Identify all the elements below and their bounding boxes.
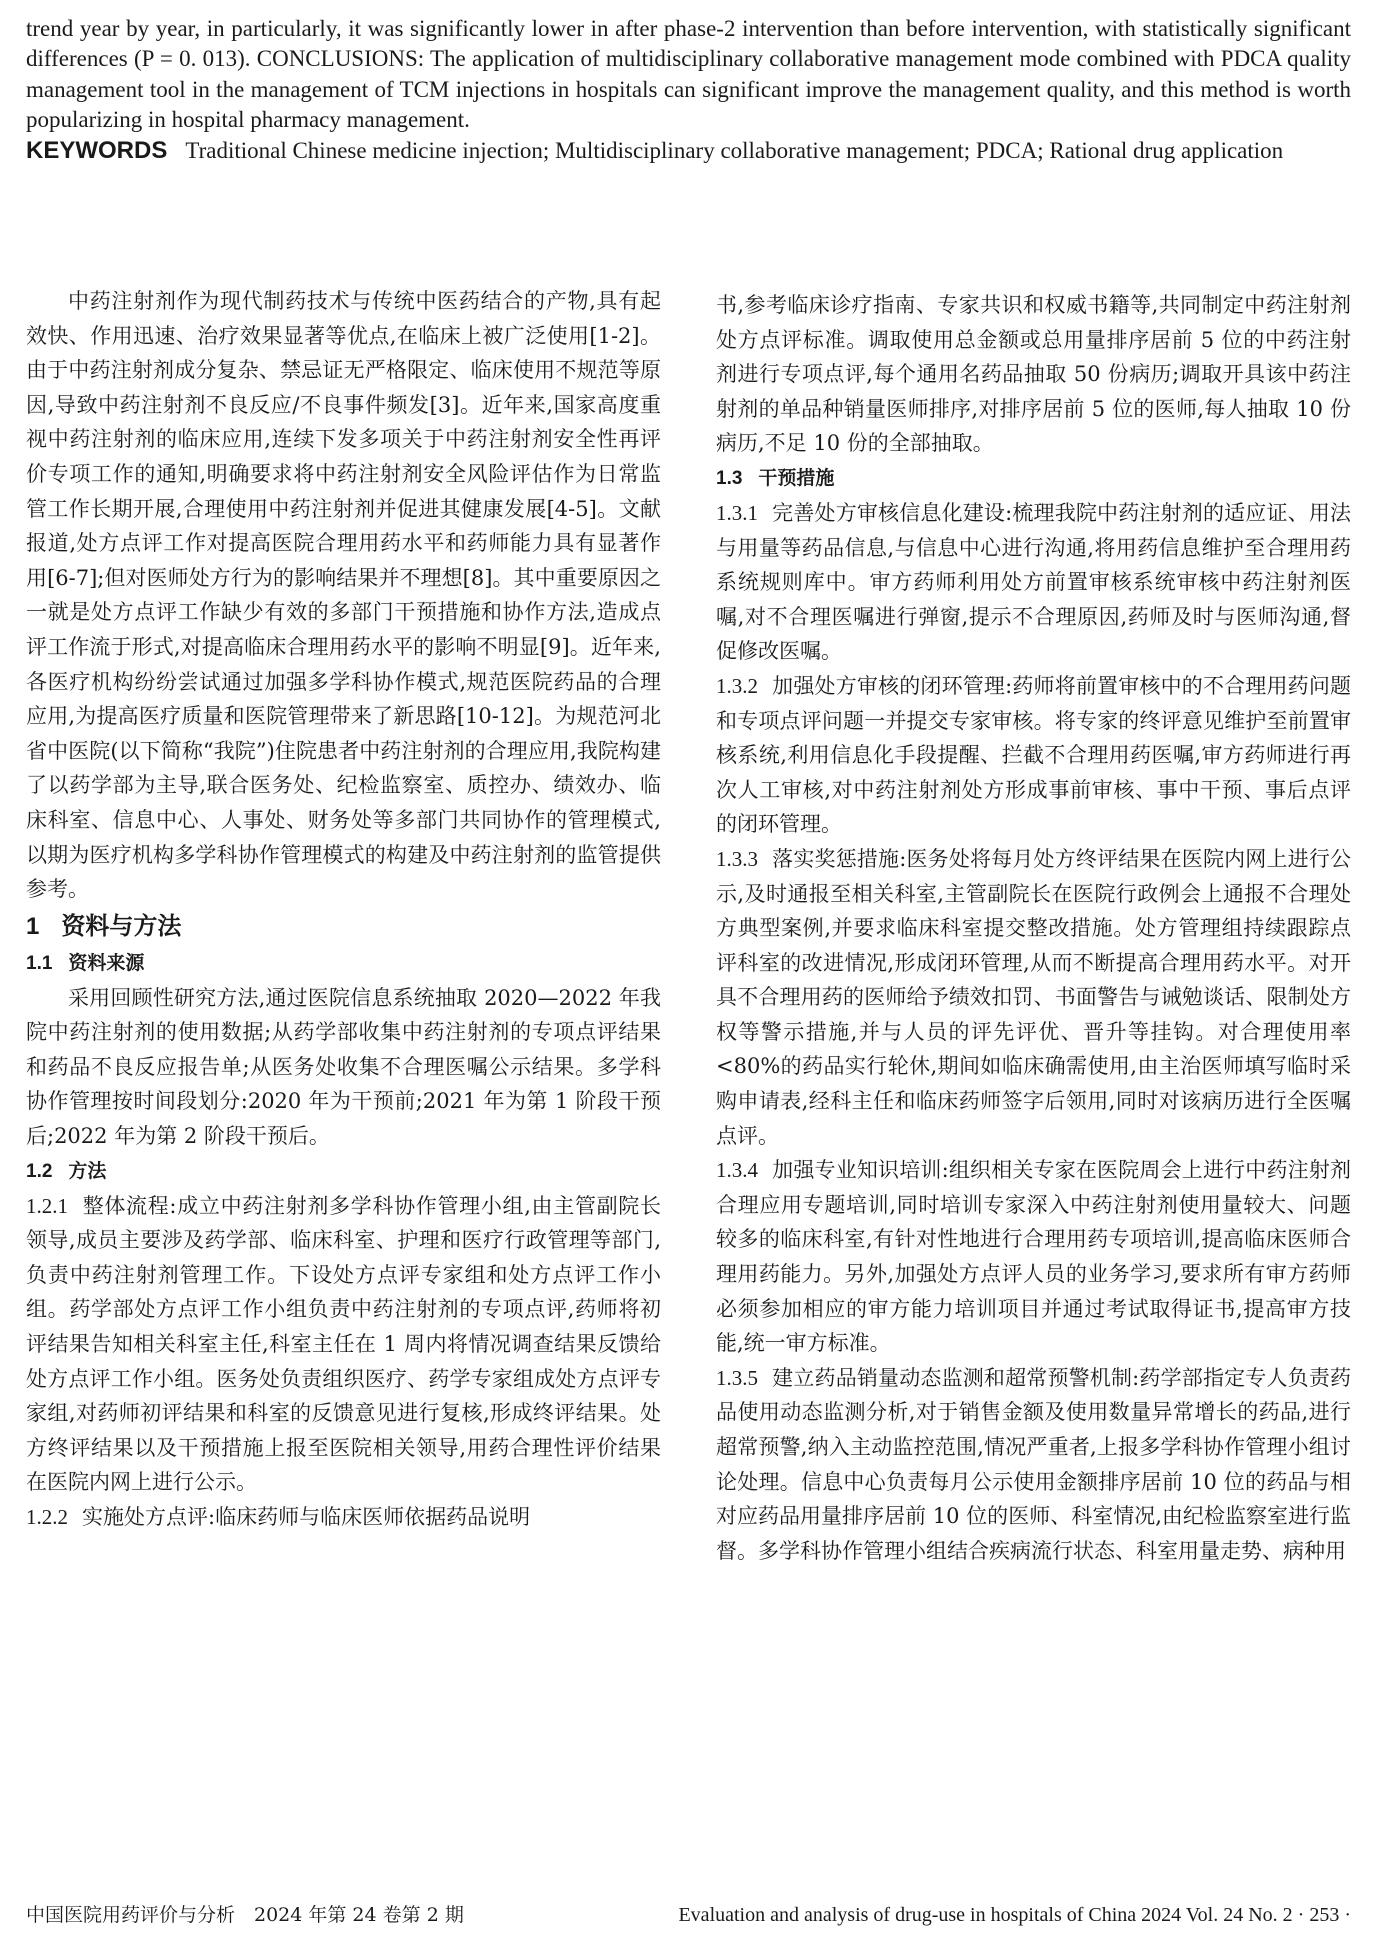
section-1-2-1-text: 整体流程:成立中药注射剂多学科协作管理小组,由主管副院长领导,成员主要涉及药学部、临床科室、护理和医疗行政管理等部门,负责中药注射剂管理工作。下设处方点评专家组和处方点评工作小组。药学部处方点评工作小组负责中药注射剂的专项点评,药师将初评结果告知相关科室主任,科室主任在 1 周内将情况调查结果反馈给处方点评工作小组。医务处负责组织医疗、药学专家组成处方点评专家组,对药师初评结果和科室的反馈意见进行复核,形成终评结果。处方终评结果以及干预措施上报至医院相关领导,用药合理性评价结果在医院内网上进行公示。 <box>26 1193 661 1495</box>
section-1-3-4-number: 1.3.4 <box>716 1158 758 1183</box>
section-1-3-number: 1.3 <box>716 467 743 489</box>
section-1-heading <box>26 907 661 946</box>
section-1-1-paragraph: 采用回顾性研究方法,通过医院信息系统抽取 2020—2022 年我院中药注射剂的使用数据;从药学部收集中药注射剂的专项点评结果和药品不良反应报告单;从医务处收集不合理医嘱公示结果。多学科协作管理按时间段划分:2020 年为干预前;2021 年为第 1 阶段干预后;2022 年为第 2 阶段干预后。 <box>26 985 661 1149</box>
section-1-3-2-text: 加强处方审核的闭环管理:药师将前置审核中的不合理用药问题和专项点评问题一并提交专家审核。将专家的终评意见维护至前置审核系统,利用信息化手段提醒、拦截不合理用药医嘱,审方药师进行再次人工审核,对中药注射剂处方形成事前审核、事中干预、事后点评的闭环管理。 <box>716 673 1351 837</box>
section-1-3-5-number: 1.3.5 <box>716 1365 758 1390</box>
intro-paragraph: 中药注射剂作为现代制药技术与传统中医药结合的产物,具有起效快、作用迅速、治疗效果显著等优点,在临床上被广泛使用[1-2]。由于中药注射剂成分复杂、禁忌证无严格限定、临床使用不规范等原因,导致中药注射剂不良反应/不良事件频发[3]。近年来,国家高度重视中药注射剂的临床应用,连续下发多项关于中药注射剂安全性再评价专项工作的通知,明确要求将中药注射剂安全风险评估作为日常监管工作长期开展,合理使用中药注射剂并促进其健康发展[4-5]。文献报道,处方点评工作对提高医院合理用药水平和药师能力具有显著作用[6-7];但对医师处方行为的影响结果并不理想[8]。其中重要原因之一就是处方点评工作缺少有效的多部门干预措施和协作方法,造成点评工作流于形式,对提高临床合理用药水平的影响不明显[9]。近年来,各医疗机构纷纷尝试通过加强多学科协作模式,规范医院药品的合理应用,为提高医疗质量和医院管理带来了新思路[10-12]。为规范河北省中医院(以下简称“我院”)住院患者中药注射剂的合理应用,我院构建了以药学部为主导,联合医务处、纪检监察室、质控办、绩效办、临床科室、信息中心、人事处、财务处等多部门共同协作的管理模式,以期为医疗机构多学科协作管理模式的构建及中药注射剂的监管提供参考。 <box>26 289 661 902</box>
page-footer <box>26 1900 1351 1930</box>
section-1-3-heading <box>716 461 1351 496</box>
section-1-2-title: 方法 <box>68 1159 107 1182</box>
right-column <box>716 288 1351 1568</box>
section-1-3-1-paragraph <box>716 496 1351 669</box>
abstract-text: trend year by year, in particularly, it was significantly lower in after phase-2 intervention than before intervention, with statistically significant differences (P = 0. 013). CONCLUSIONS: The application of multidisciplinary collaborative management mode combined with PDCA quality management tool in the management of TCM injections in hospitals can significant improve the management quality, and this method is worth popularizing in hospital pharmacy management. <box>26 16 1351 133</box>
journal-english-footer: Evaluation and analysis of drug-use in hospitals of China 2024 Vol. 24 No. 2 · 253 · <box>678 1904 1351 1926</box>
section-1-1-number: 1.1 <box>26 952 53 974</box>
section-1-2-2-text: 实施处方点评:临床药师与临床医师依据药品说明 <box>82 1505 531 1529</box>
section-1-3-2-paragraph <box>716 669 1351 842</box>
section-1-2-1-number: 1.2.1 <box>26 1193 68 1218</box>
section-1-number: 1 <box>26 912 40 940</box>
section-1-3-2-number: 1.3.2 <box>716 673 758 698</box>
section-1-1-title: 资料来源 <box>68 951 145 974</box>
keywords-text: Traditional Chinese medicine injection; Multidisciplinary collaborative management; PDCA; Rational drug application <box>185 137 1284 163</box>
section-1-2-2-paragraph <box>26 1500 661 1535</box>
section-1-3-1-text: 完善处方审核信息化建设:梳理我院中药注射剂的适应证、用法与用量等药品信息,与信息中心进行沟通,将用药信息维护至合理用药系统规则库中。审方药师利用处方前置审核系统审核中药注射剂医嘱,对不合理医嘱进行弹窗,提示不合理原因,药师及时与医师沟通,督促修改医嘱。 <box>716 500 1351 664</box>
section-1-2-1-paragraph <box>26 1189 661 1500</box>
section-1-1-heading <box>26 946 661 981</box>
section-1-3-4-text: 加强专业知识培训:组织相关专家在医院周会上进行中药注射剂合理应用专题培训,同时培训专家深入中药注射剂使用量较大、问题较多的临床科室,有针对性地进行合理用药专项培训,提高临床医师合理用药能力。另外,加强处方点评人员的业务学习,要求所有审方药师必须参加相应的审方能力培训项目并通过考试取得证书,提高审方技能,统一审方标准。 <box>716 1158 1351 1356</box>
section-1-3-title: 干预措施 <box>758 466 835 489</box>
section-1-2-heading <box>26 1154 661 1189</box>
keywords-label: KEYWORDS <box>26 136 168 164</box>
left-column <box>26 284 661 1535</box>
section-1-3-3-text: 落实奖惩措施:医务处将每月处方终评结果在医院内网上进行公示,及时通报至相关科室,主管副院长在医院行政例会上通报不合理处方典型案例,并要求临床科室提交整改措施。处方管理组持续跟踪点评科室的改进情况,形成闭环管理,从而不断提高合理用药水平。对开具不合理用药的医师给予绩效扣罚、书面警告与诫勉谈话、限制处方权等警示措施,并与人员的评先评优、晋升等挂钩。对合理使用率<80%的药品实行轮休,期间如临床确需使用,由主治医师填写临时采购申请表,经科主任和临床药师签字后领用,同时对该病历进行全医嘱点评。 <box>716 846 1351 1148</box>
section-1-3-1-number: 1.3.1 <box>716 500 758 525</box>
section-1-3-4-paragraph <box>716 1153 1351 1361</box>
section-1-2-2-number: 1.2.2 <box>26 1505 68 1529</box>
section-1-3-3-number: 1.3.3 <box>716 846 758 871</box>
section-1-title: 资料与方法 <box>61 911 182 940</box>
section-1-2-number: 1.2 <box>26 1160 53 1182</box>
section-1-3-5-text: 建立药品销量动态监测和超常预警机制:药学部指定专人负责药品使用动态监测分析,对于销售金额及使用数量异常增长的药品,进行超常预警,纳入主动监控范围,情况严重者,上报多学科协作管理小组讨论处理。信息中心负责每月公示使用金额排序居前 10 位的药品与相对应药品用量排序居前 10 位的医师、科室情况,由纪检监察室进行监督。多学科协作管理小组结合疾病流行状态、科室用量走势、病种用 <box>716 1365 1351 1563</box>
abstract <box>26 14 1351 166</box>
journal-name-footer: 中国医院用药评价与分析 2024 年第 24 卷第 2 期 <box>26 1904 464 1926</box>
section-1-3-3-paragraph <box>716 842 1351 1153</box>
section-1-3-5-paragraph <box>716 1361 1351 1569</box>
continued-paragraph: 书,参考临床诊疗指南、专家共识和权威书籍等,共同制定中药注射剂处方点评标准。调取使用总金额或总用量排序居前 5 位的中药注射剂进行专项点评,每个通用名药品抽取 50 份病历;调取开具该中药注射剂的单品种销量医师排序,对排序居前 5 位的医师,每人抽取 10 份病历,不足 10 份的全部抽取。 <box>716 293 1351 456</box>
